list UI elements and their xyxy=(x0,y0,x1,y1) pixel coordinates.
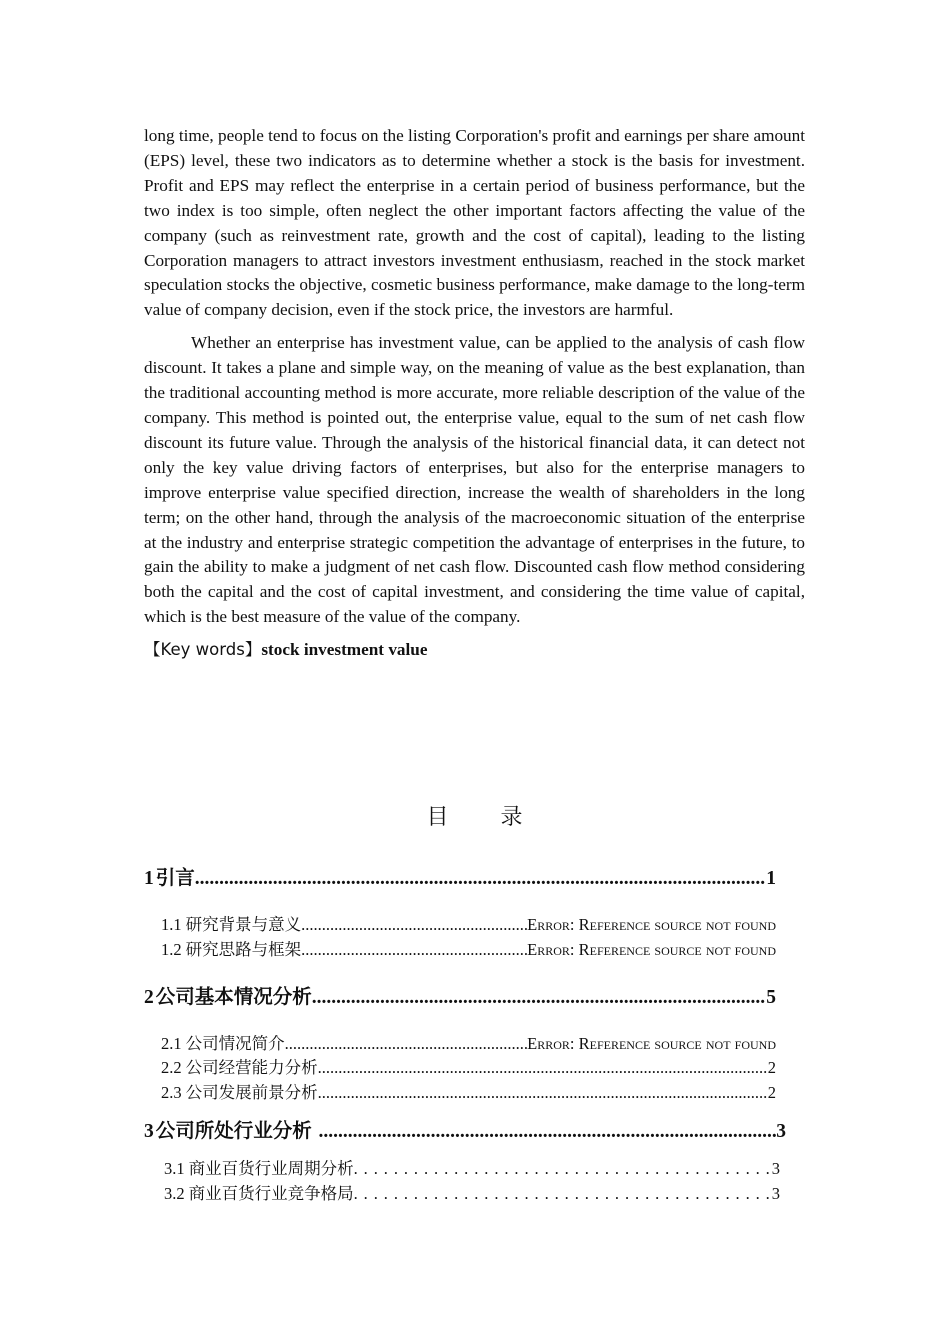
toc-entry-page: 3 xyxy=(776,1121,786,1142)
toc-leader-dots xyxy=(301,915,527,935)
toc-entry-title: 公司基本情况分析 xyxy=(155,985,312,1008)
toc-entry-page: 2 xyxy=(767,1058,776,1077)
toc-entry-title: 商业百货行业竞争格局 xyxy=(188,1184,354,1203)
toc-entry-2[interactable] xyxy=(144,981,776,1009)
toc-entry-page-error: Error: Reference source not found xyxy=(527,940,776,959)
toc-entry-page: 5 xyxy=(766,987,776,1008)
toc-entry-number: 1 xyxy=(144,868,154,889)
toc-entry-number: 2.1 xyxy=(161,1034,182,1053)
toc-entry-title: 公司经营能力分析 xyxy=(185,1058,318,1077)
keywords-line xyxy=(144,638,805,662)
toc-leader-dots xyxy=(285,1034,528,1054)
toc-leader-dots xyxy=(301,940,527,960)
toc-entry-title: 引言 xyxy=(155,866,195,889)
toc-leader-dots xyxy=(318,1083,768,1103)
toc-entry-page: 3 xyxy=(771,1159,780,1178)
toc-entry-number: 3.1 xyxy=(164,1159,185,1178)
toc-leader-dots xyxy=(319,1121,777,1143)
toc-entry-page-error: Error: Reference source not found xyxy=(527,1034,776,1053)
toc-entry-title: 公司情况简介 xyxy=(185,1034,285,1053)
toc-leader-dots xyxy=(312,987,766,1009)
toc-entry-number: 3.2 xyxy=(164,1184,185,1203)
toc-title-char-2: 录 xyxy=(500,805,523,830)
toc-leader-dots xyxy=(354,1159,772,1179)
toc-entry-page-error: Error: Reference source not found xyxy=(527,915,776,934)
abstract-paragraph-2: Whether an enterprise has investment value, can be applied to the analysis of cash flow discount. It takes a plane and simple way, on the meaning of value as the best explanation, than the traditional accounting method is more accurate, more reliable description of the value of the company. This method is pointed out, the enterprise value, equal to the sum of net cash flow discount its future value. Through the analysis of the historical financial data, it can detect not only the key value driving factors of enterprises, but also for the enterprise managers to improve enterprise value specified direction, increase the wealth of shareholders in the long term; on the other hand, through the analysis of the macroeconomic situation of the enterprise at the industry and enterprise strategic competition the advantage of enterprises in the future, to gain the ability to make a judgment of net cash flow. Discounted cash flow method considering both the capital and the cost of capital investment, and considering the time value of capital, which is the best measure of the value of the company. xyxy=(144,333,805,627)
toc-entry-page: 2 xyxy=(767,1083,776,1102)
toc-entry-1[interactable] xyxy=(144,862,776,890)
toc-entry-1-2[interactable] xyxy=(161,936,776,960)
toc-entry-number: 1.2 xyxy=(161,940,182,959)
toc-entry-title: 研究背景与意义 xyxy=(185,915,302,934)
toc-entry-2-3[interactable] xyxy=(161,1079,776,1103)
toc-title xyxy=(144,800,805,831)
toc-entry-title: 研究思路与框架 xyxy=(185,940,302,959)
toc-entry-number: 3 xyxy=(144,1121,154,1142)
toc-leader-dots xyxy=(318,1058,768,1078)
toc-entry-3-2[interactable] xyxy=(164,1180,780,1204)
toc-entry-3-1[interactable] xyxy=(164,1155,780,1179)
toc-entry-title: 公司所处行业分析 xyxy=(155,1119,319,1142)
keywords-label: 【Key words】 xyxy=(144,640,262,660)
abstract-paragraph-1: long time, people tend to focus on the listing Corporation's profit and earnings per share amount (EPS) level, these two indicators as to determine whether a stock is the basis for investment. Profit and EPS may reflect the enterprise in a certain period of business performance, but the two index is too simple, often neglect the other important factors affecting the value of the company (such as reinvestment rate, growth and the cost of capital), leading to the listing Corporation managers to attract investors investment enthusiasm, reached in the stock market speculation stocks the objective, cosmetic business performance, make damage to the long-term value of company decision, even if the stock price, the investors are harmful. xyxy=(144,126,805,320)
document-page xyxy=(144,124,805,1203)
toc-entry-number: 2.3 xyxy=(161,1083,182,1102)
toc-entry-2-1[interactable] xyxy=(161,1030,776,1054)
toc-entry-title: 商业百货行业周期分析 xyxy=(188,1159,354,1178)
toc-entry-number: 1.1 xyxy=(161,915,182,934)
toc-entry-number: 2.2 xyxy=(161,1058,182,1077)
toc-entry-page: 1 xyxy=(766,868,776,889)
toc-entry-page: 3 xyxy=(771,1184,780,1203)
toc-leader-dots xyxy=(195,868,766,890)
toc-entry-1-1[interactable] xyxy=(161,911,776,935)
keywords-text: stock investment value xyxy=(261,640,428,660)
toc-leader-dots xyxy=(354,1184,772,1204)
toc-entry-number: 2 xyxy=(144,987,154,1008)
toc-entry-title: 公司发展前景分析 xyxy=(185,1083,318,1102)
toc-entry-2-2[interactable] xyxy=(161,1054,776,1078)
toc-title-char-1: 目 xyxy=(426,805,449,830)
toc-entry-3[interactable] xyxy=(144,1115,786,1143)
